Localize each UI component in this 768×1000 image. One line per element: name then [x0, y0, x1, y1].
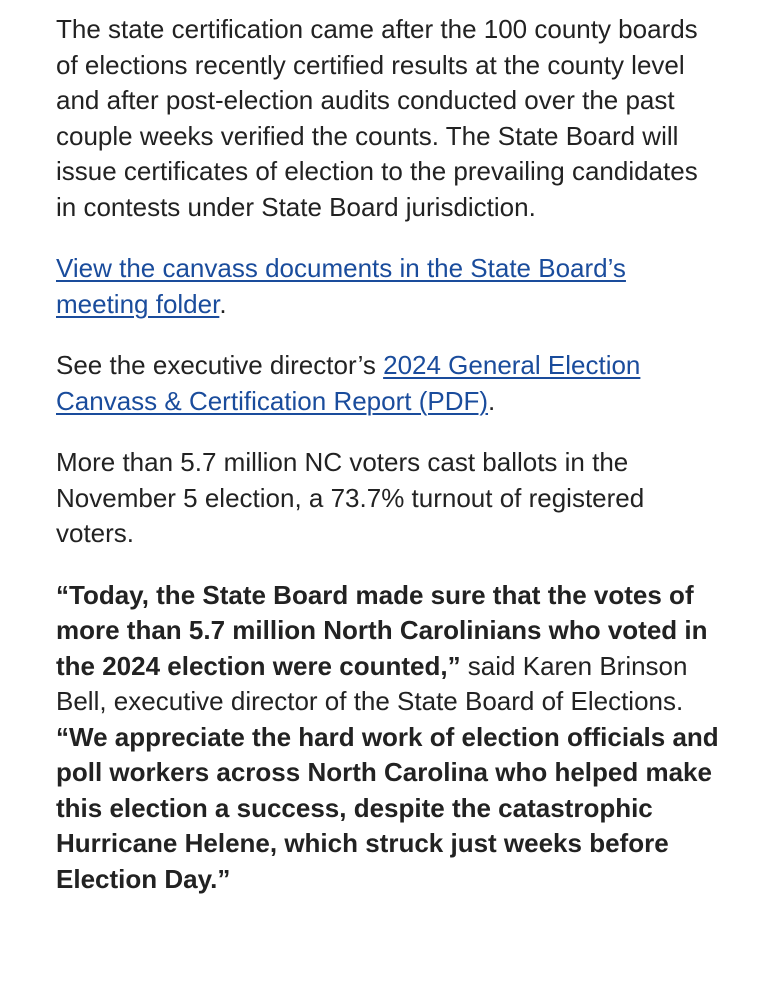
certification-report-link[interactable]: 2024 General Election Canvass & Certification Report (PDF) — [56, 350, 641, 416]
article-body — [56, 12, 720, 921]
quote-second-part: “We appreciate the hard work of election officials and poll workers across North Carolina who helped make this election a success, despite the catastrophic Hurricane Helene, which struck just weeks before Election Day.” — [56, 721, 719, 894]
quote-attribution: said Karen Brinson Bell, executive director of the State Board of Elections. — [56, 650, 688, 716]
certification-paragraph — [56, 12, 720, 225]
certification-text: The state certification came after the 100 county boards of elections recently certified results at the county level and after post-election audits conducted over the past couple weeks verified the counts. The State Board will issue certificates of election to the prevailing candidates in contests under State Board jurisdiction. — [56, 14, 698, 222]
canvass-documents-link[interactable]: View the canvass documents in the State Board’s meeting folder — [56, 253, 626, 319]
canvass-documents-period: . — [219, 288, 227, 319]
report-paragraph — [56, 348, 720, 419]
report-period: . — [488, 385, 496, 416]
canvass-documents-paragraph — [56, 251, 720, 322]
turnout-text: More than 5.7 million NC voters cast ballots in the November 5 election, a 73.7% turnout of registered voters. — [56, 447, 645, 548]
report-intro-text: See the executive director’s — [56, 350, 384, 380]
turnout-paragraph — [56, 445, 720, 552]
quote-paragraph — [56, 578, 720, 898]
quote-first-part: “Today, the State Board made sure that the votes of more than 5.7 million North Carolinians who voted in the 2024 election were counted,” — [56, 579, 708, 681]
